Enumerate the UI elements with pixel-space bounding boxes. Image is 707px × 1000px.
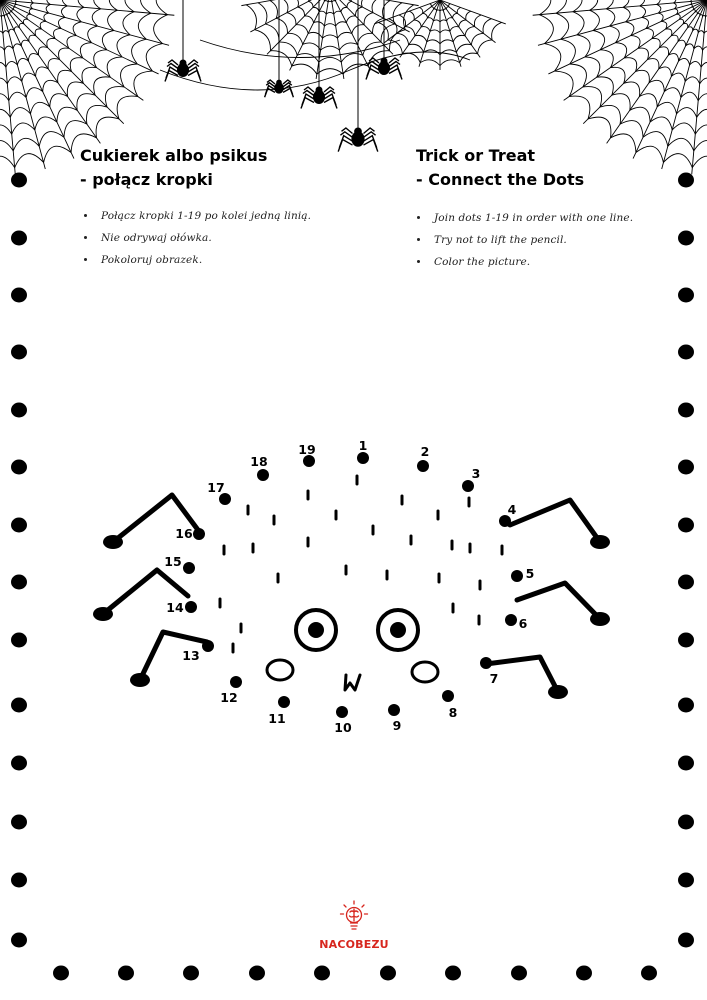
brain-lightbulb-logo-icon [339,900,369,932]
spider-foot [548,685,568,699]
dot-9[interactable] [388,704,400,716]
border-dot [11,575,27,590]
instructions-polish [80,205,311,271]
border-dot [11,288,27,303]
hanging-spider-icon [265,0,294,97]
instruction-item: • Try not to lift the pencil. [430,229,633,251]
dot-6[interactable] [505,614,517,626]
spider-foot [590,612,610,626]
border-dot [11,460,27,475]
dot-number-9: 9 [392,718,402,733]
border-dot [183,966,199,981]
border-dot [249,966,265,981]
dot-number-1: 1 [358,438,368,453]
border-dot [678,933,694,948]
instructions-english [413,207,633,273]
border-dot [118,966,134,981]
hanging-spider-icon [338,0,378,152]
border-dot [11,518,27,533]
border-dot [641,966,657,981]
border-dot [11,873,27,888]
border-dot [678,873,694,888]
border-dot [53,966,69,981]
dot-2[interactable] [417,460,429,472]
dot-number-7: 7 [489,671,499,686]
dot-number-6: 6 [518,616,528,631]
dot-number-15: 15 [164,554,182,569]
border-dot [678,345,694,360]
border-dot [11,231,27,246]
border-dot [11,633,27,648]
dot-5[interactable] [511,570,523,582]
title-english-line1: Trick or Treat [416,146,536,165]
dot-10[interactable] [336,706,348,718]
brand-logo [310,900,398,951]
dot-number-14: 14 [166,600,184,615]
dot-number-11: 11 [268,711,286,726]
border-dot [11,815,27,830]
dot-number-2: 2 [420,444,430,459]
dot-18[interactable] [257,469,269,481]
spider-foot [590,535,610,549]
dot-11[interactable] [278,696,290,708]
dot-15[interactable] [183,562,195,574]
border-dot [678,173,694,188]
dot-number-17: 17 [207,480,225,495]
spider-web-icon [241,0,418,79]
spider-drawing [93,476,610,699]
dot-number-13: 13 [182,648,200,663]
instruction-item: • Color the picture. [430,251,633,273]
hanging-spider-icon [165,0,201,82]
instruction-item: • Nie odrywaj ołówka. [97,227,311,249]
border-dot [678,460,694,475]
dotted-border [11,173,694,981]
spider-cheek [412,662,438,682]
dot-16[interactable] [193,528,205,540]
border-dot [314,966,330,981]
dot-number-4: 4 [507,502,517,517]
border-dot [678,698,694,713]
dot-number-5: 5 [525,566,535,581]
border-dot [678,288,694,303]
spider-foot [93,607,113,621]
border-dot [11,403,27,418]
dot-number-18: 18 [250,454,268,469]
instruction-item: • Join dots 1-19 in order with one line. [430,207,633,229]
dot-3[interactable] [462,480,474,492]
dot-1[interactable] [357,452,369,464]
spider-leg [517,583,600,619]
title-english-line2: - Connect the Dots [416,170,585,189]
dot-14[interactable] [185,601,197,613]
border-dot [445,966,461,981]
border-dot [678,575,694,590]
spider-pupil [308,622,324,638]
border-dot [11,345,27,360]
dot-number-8: 8 [448,705,458,720]
border-dot [678,518,694,533]
border-dot [678,756,694,771]
spider-cheek [267,660,293,680]
dot-13[interactable] [202,640,214,652]
spider-pupil [390,622,406,638]
title-english [416,144,584,192]
instruction-item: • Pokoloruj obrazek. [97,249,311,271]
dot-number-19: 19 [298,442,316,457]
border-dot [11,756,27,771]
dot-number-12: 12 [220,690,238,705]
border-dot [678,633,694,648]
border-dot [11,698,27,713]
hanging-spiders [165,0,402,152]
spider-mouth [345,675,360,690]
dot-7[interactable] [480,657,492,669]
brand-name: NACOBEZU [319,938,389,951]
dot-8[interactable] [442,690,454,702]
border-dot [380,966,396,981]
border-dot [11,933,27,948]
border-dot [678,403,694,418]
spider-foot [103,535,123,549]
title-polish [80,144,267,192]
title-polish-line1: Cukierek albo psikus [80,146,268,165]
dot-number-16: 16 [175,526,193,541]
border-dot [511,966,527,981]
border-dot [678,815,694,830]
title-polish-line2: - połącz kropki [80,170,213,189]
border-dot [576,966,592,981]
instruction-item: • Połącz kropki 1-19 po kolei jedną linią. [97,205,311,227]
spider-foot [130,673,150,687]
border-dot [678,231,694,246]
border-dot [11,173,27,188]
dot-number-3: 3 [471,466,481,481]
dot-12[interactable] [230,676,242,688]
dot-number-10: 10 [334,720,352,735]
spider-leg [507,500,600,542]
